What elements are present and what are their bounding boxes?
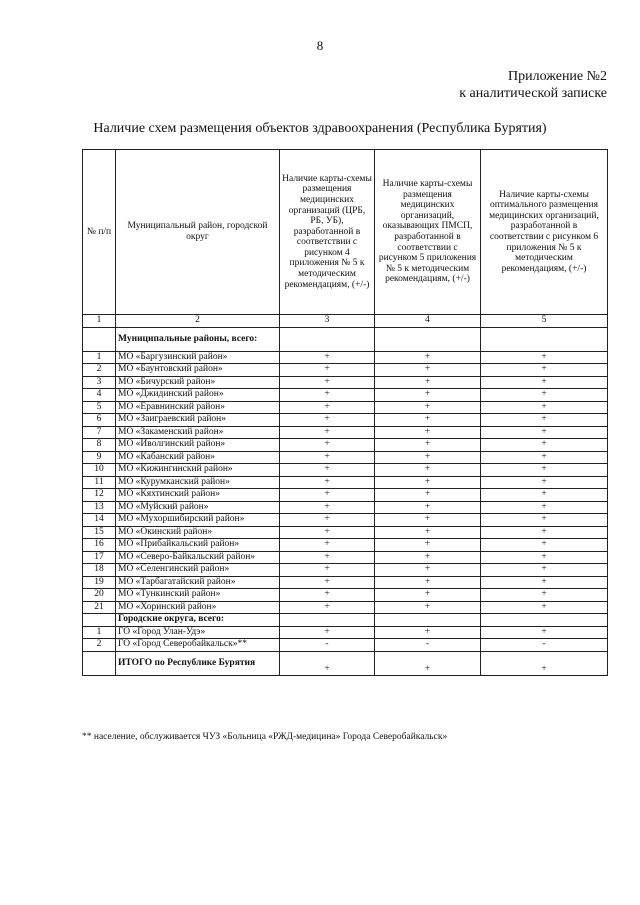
row-number: 17 [83, 551, 116, 564]
row-col5: + [481, 451, 608, 464]
table-row [83, 526, 608, 539]
table-row [83, 601, 608, 614]
row-col3: + [280, 364, 375, 377]
column-index-row [83, 315, 608, 328]
row-col3: + [280, 526, 375, 539]
row-col5: + [481, 476, 608, 489]
health-schemes-table [82, 149, 608, 676]
row-number: 1 [83, 351, 116, 364]
row-col5: + [481, 376, 608, 389]
appendix-line-1: Приложение №2 [508, 69, 607, 84]
table-row [83, 451, 608, 464]
row-col5: + [481, 514, 608, 527]
row-col4: + [375, 601, 481, 614]
table-row [83, 501, 608, 514]
row-number: 4 [83, 389, 116, 402]
page-number: 8 [316, 38, 324, 53]
row-col4: + [375, 464, 481, 477]
row-number: 21 [83, 601, 116, 614]
row-col4: + [375, 414, 481, 427]
row-col3: + [280, 451, 375, 464]
row-col4: + [375, 551, 481, 564]
table-row [83, 589, 608, 602]
table-cell [280, 614, 375, 627]
table-row [83, 576, 608, 589]
table-row [83, 489, 608, 502]
table-row [83, 351, 608, 364]
header-col3: Наличие карты-схемы размещения медицинских организаций (ЦРБ, РБ, УБ), разработанной в соответствии с рисунком 4 приложения № 5 к методическим рекомендациям, (+/-) [280, 150, 375, 315]
row-number: 14 [83, 514, 116, 527]
row-name: МО «Баунтовский район» [116, 364, 280, 377]
row-col3: + [280, 426, 375, 439]
table-row [83, 564, 608, 577]
row-col5: + [481, 351, 608, 364]
row-col5: + [481, 401, 608, 414]
row-col3: + [280, 476, 375, 489]
row-number: 20 [83, 589, 116, 602]
table-row [83, 514, 608, 527]
row-col4: + [375, 514, 481, 527]
column-index: 3 [280, 315, 375, 328]
row-name: ГО «Город Северобайкальск»** [116, 639, 280, 652]
table-row [83, 401, 608, 414]
row-number: 13 [83, 501, 116, 514]
row-number: 16 [83, 539, 116, 552]
total-label: ИТОГО по Республике Бурятия [116, 651, 280, 675]
row-name: МО «Заиграевский район» [116, 414, 280, 427]
row-name: МО «Кяхтинский район» [116, 489, 280, 502]
row-name: МО «Мухоршибирский район» [116, 514, 280, 527]
row-col5: + [481, 364, 608, 377]
row-number: 2 [83, 364, 116, 377]
row-col3: + [280, 489, 375, 502]
row-number: 7 [83, 426, 116, 439]
table-header-row [83, 150, 608, 315]
row-col4: + [375, 389, 481, 402]
row-number: 18 [83, 564, 116, 577]
row-col3: + [280, 589, 375, 602]
row-col5: + [481, 539, 608, 552]
row-col3: + [280, 439, 375, 452]
header-district: Муниципальный район, городской округ [116, 150, 280, 315]
table-cell [375, 614, 481, 627]
table-cell [280, 327, 375, 351]
row-name: МО «Тункинский район» [116, 589, 280, 602]
row-col3: + [280, 564, 375, 577]
row-col3: + [280, 501, 375, 514]
row-col5: + [481, 464, 608, 477]
row-col4: + [375, 376, 481, 389]
table-row [83, 539, 608, 552]
section-row-cities [83, 614, 608, 627]
header-col4: Наличие карты-схемы размещения медицинских организаций, оказывающих ПМСП, разработанной в соответствии с рисунком 5 приложения № 5 к методическим рекомендациям, (+/-) [375, 150, 481, 315]
row-col3: + [280, 576, 375, 589]
table-cell [83, 614, 116, 627]
total-col5: + [481, 651, 608, 675]
row-col5: + [481, 414, 608, 427]
row-col5: + [481, 576, 608, 589]
table-row [83, 389, 608, 402]
total-col4: + [375, 651, 481, 675]
row-col5: + [481, 564, 608, 577]
row-number: 5 [83, 401, 116, 414]
row-name: МО «Тарбагатайский район» [116, 576, 280, 589]
table-row [83, 364, 608, 377]
row-col4: + [375, 501, 481, 514]
footnote: ** население, обслуживается ЧУЗ «Больница «РЖД-медицина» Города Северобайкальск» [82, 732, 448, 742]
row-col3: + [280, 551, 375, 564]
row-col3: + [280, 414, 375, 427]
row-col5: + [481, 489, 608, 502]
row-name: МО «Иволгинский район» [116, 439, 280, 452]
row-col4: + [375, 476, 481, 489]
row-col4: + [375, 626, 481, 639]
row-col4: + [375, 364, 481, 377]
column-index: 4 [375, 315, 481, 328]
table-cell [481, 614, 608, 627]
row-name: МО «Курумканский район» [116, 476, 280, 489]
row-col5: - [481, 639, 608, 652]
table-row [83, 476, 608, 489]
row-name: МО «Хоринский район» [116, 601, 280, 614]
row-col4: + [375, 539, 481, 552]
row-col5: + [481, 626, 608, 639]
row-col3: + [280, 389, 375, 402]
row-col4: + [375, 489, 481, 502]
row-col5: + [481, 389, 608, 402]
row-col4: + [375, 439, 481, 452]
row-name: МО «Селенгинский район» [116, 564, 280, 577]
row-name: МО «Бичурский район» [116, 376, 280, 389]
row-col4: + [375, 576, 481, 589]
row-col4: + [375, 351, 481, 364]
row-name: МО «Еравнинский район» [116, 401, 280, 414]
row-name: ГО «Город Улан-Удэ» [116, 626, 280, 639]
row-col5: + [481, 439, 608, 452]
row-name: МО «Джидинский район» [116, 389, 280, 402]
row-col4: + [375, 451, 481, 464]
row-col5: + [481, 501, 608, 514]
row-name: МО «Кабанский район» [116, 451, 280, 464]
table-cell [481, 327, 608, 351]
table-cell [83, 327, 116, 351]
row-number: 6 [83, 414, 116, 427]
table-row [83, 639, 608, 652]
row-col5: + [481, 426, 608, 439]
row-name: МО «Кижингинский район» [116, 464, 280, 477]
row-name: МО «Северо-Байкальский район» [116, 551, 280, 564]
row-col3: + [280, 539, 375, 552]
row-number: 1 [83, 626, 116, 639]
row-col4: + [375, 526, 481, 539]
row-col3: + [280, 351, 375, 364]
row-name: МО «Прибайкальский район» [116, 539, 280, 552]
table-cell [375, 327, 481, 351]
table-row [83, 439, 608, 452]
header-col5: Наличие карты-схемы оптимального размещения медицинских организаций, разработанной в соответствии с рисунком 6 приложения № 5 к методическим рекомендациям, (+/-) [481, 150, 608, 315]
row-number: 9 [83, 451, 116, 464]
row-col3: + [280, 514, 375, 527]
row-number: 10 [83, 464, 116, 477]
row-number: 11 [83, 476, 116, 489]
section-row-districts [83, 327, 608, 351]
table-row [83, 376, 608, 389]
row-col4: - [375, 639, 481, 652]
table-cell [83, 651, 116, 675]
table-row [83, 414, 608, 427]
appendix-line-2: к аналитической записке [459, 86, 607, 101]
row-number: 8 [83, 439, 116, 452]
row-col3: + [280, 401, 375, 414]
column-index: 2 [116, 315, 280, 328]
table-row [83, 551, 608, 564]
row-name: МО «Муйский район» [116, 501, 280, 514]
row-col5: + [481, 551, 608, 564]
table-row [83, 464, 608, 477]
column-index: 5 [481, 315, 608, 328]
header-num: № п/п [83, 150, 116, 315]
row-name: МО «Закаменский район» [116, 426, 280, 439]
row-name: МО «Окинский район» [116, 526, 280, 539]
appendix-label [459, 68, 607, 102]
row-number: 2 [83, 639, 116, 652]
table-row [83, 426, 608, 439]
row-number: 19 [83, 576, 116, 589]
row-col4: + [375, 589, 481, 602]
total-row [83, 651, 608, 675]
total-col3: + [280, 651, 375, 675]
section-label-cities: Городские округа, всего: [116, 614, 280, 627]
row-number: 12 [83, 489, 116, 502]
table-row [83, 626, 608, 639]
row-col4: + [375, 401, 481, 414]
row-name: МО «Баргузинский район» [116, 351, 280, 364]
row-col3: + [280, 626, 375, 639]
row-number: 15 [83, 526, 116, 539]
row-number: 3 [83, 376, 116, 389]
row-col5: + [481, 526, 608, 539]
row-col3: + [280, 464, 375, 477]
row-col3: + [280, 601, 375, 614]
column-index: 1 [83, 315, 116, 328]
section-label-districts: Муниципальные районы, всего: [116, 327, 280, 351]
row-col4: + [375, 426, 481, 439]
row-col5: + [481, 589, 608, 602]
row-col3: - [280, 639, 375, 652]
row-col3: + [280, 376, 375, 389]
document-title: Наличие схем размещения объектов здравоохранения (Республика Бурятия) [93, 121, 547, 136]
row-col4: + [375, 564, 481, 577]
row-col5: + [481, 601, 608, 614]
